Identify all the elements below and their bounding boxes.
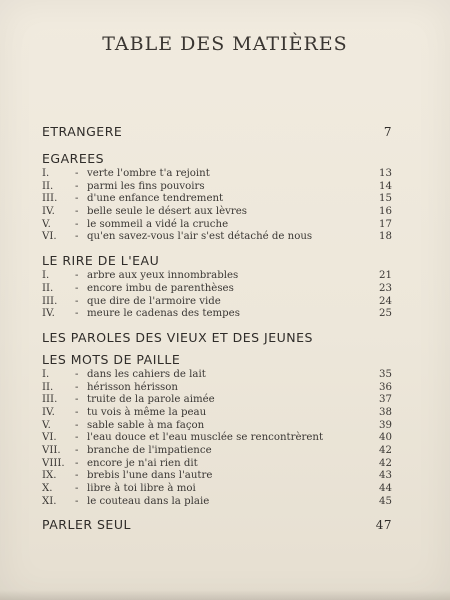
toc-entry-number: VII. — [42, 445, 61, 456]
toc-entry-left — [42, 483, 196, 496]
toc-entry — [42, 407, 392, 420]
toc-entry-title: encore je n'ai rien dit — [87, 457, 198, 469]
toc-entry-number: VIII. — [42, 457, 65, 469]
section-page: 47 — [375, 518, 392, 533]
toc-entry-dash: - — [75, 445, 79, 456]
toc-entry-left — [42, 382, 178, 395]
toc-entry-title: encore imbu de parenthèses — [87, 282, 234, 294]
toc-entry-number: IV. — [42, 206, 55, 218]
toc-entry-left — [42, 458, 198, 471]
toc-entry-number: III. — [42, 295, 58, 307]
toc-entry-dash: - — [75, 180, 79, 192]
table-of-contents — [42, 123, 392, 534]
toc-entry — [42, 193, 392, 206]
section-rire-de-leau — [42, 252, 392, 270]
toc-entry — [42, 181, 392, 194]
toc-entry-page: 15 — [379, 193, 392, 205]
toc-entry — [42, 496, 392, 509]
toc-entry-number: IV. — [42, 308, 55, 320]
page-title: TABLE DES MATIÈRES — [102, 33, 348, 55]
toc-entry — [42, 369, 392, 382]
toc-entry-number: X. — [42, 483, 53, 495]
toc-entry-left — [42, 270, 238, 283]
toc-entry-dash: - — [75, 295, 79, 307]
toc-entry — [42, 394, 392, 407]
toc-entry — [42, 283, 392, 296]
toc-entry-title: verte l'ombre t'a rejoint — [87, 168, 210, 179]
toc-entry-page: 38 — [379, 406, 392, 418]
toc-entry-number: VI. — [42, 231, 57, 243]
toc-entry-page: 39 — [379, 419, 392, 431]
toc-entry-left — [42, 470, 212, 483]
toc-entry-title: truite de la parole aimée — [87, 394, 215, 406]
toc-entry-left — [42, 168, 210, 181]
toc-entry-page: 23 — [379, 282, 392, 294]
toc-entry-number: I. — [42, 368, 50, 380]
toc-entry — [42, 382, 392, 395]
toc-entry-page: 42 — [379, 457, 392, 469]
toc-entry-page: 14 — [379, 180, 392, 192]
toc-entry-number: VI. — [42, 432, 57, 444]
toc-entry-dash: - — [75, 495, 79, 507]
toc-entry-title: l'eau douce et l'eau musclée se rencontrèrent — [87, 432, 324, 444]
toc-entry-number: IX. — [42, 470, 57, 482]
toc-entry-title: sable sable à ma façon — [87, 419, 205, 431]
toc-entry-title: parmi les fins pouvoirs — [87, 180, 205, 192]
section-mots-de-paille — [42, 351, 392, 369]
toc-entry-dash: - — [75, 193, 79, 205]
toc-entry-title: meure le cadenas des tempes — [87, 308, 240, 320]
toc-entry-number: II. — [42, 180, 54, 192]
toc-entry-title: le couteau dans la plaie — [87, 495, 210, 507]
toc-entry-dash: - — [75, 368, 79, 380]
toc-entry-dash: - — [75, 231, 79, 243]
toc-entry-page: 42 — [379, 445, 392, 456]
toc-entry — [42, 168, 392, 181]
toc-entry-page: 35 — [379, 368, 392, 380]
toc-entry — [42, 483, 392, 496]
toc-entry-left — [42, 445, 212, 458]
toc-entry-left — [42, 283, 234, 296]
toc-entry-number: II. — [42, 381, 54, 393]
toc-entry — [42, 445, 392, 458]
toc-entry-left — [42, 181, 205, 194]
toc-entry-title: brebis l'une dans l'autre — [87, 470, 213, 482]
section-title-text: PARLER SEUL — [42, 517, 131, 533]
toc-entry-number: IV. — [42, 406, 55, 418]
toc-entry-dash: - — [75, 282, 79, 294]
toc-entry-left — [42, 308, 240, 321]
toc-entry-title: hérisson hérisson — [87, 381, 178, 393]
toc-entry-number: I. — [42, 168, 50, 179]
toc-entry-left — [42, 394, 215, 407]
toc-entry — [42, 231, 392, 244]
toc-entry-number: XI. — [42, 495, 57, 507]
toc-entry — [42, 296, 392, 309]
toc-entry — [42, 432, 392, 445]
section-egarees — [42, 150, 392, 168]
toc-entry-page: 40 — [379, 432, 392, 444]
toc-entry-title: libre à toi libre à moi — [87, 483, 196, 495]
toc-entry-title: que dire de l'armoire vide — [87, 295, 221, 307]
toc-entry-page: 16 — [379, 206, 392, 218]
toc-entry-left — [42, 407, 206, 420]
toc-entry-page: 44 — [379, 483, 392, 495]
toc-entry-number: V. — [42, 419, 51, 431]
toc-entry-number: III. — [42, 394, 58, 406]
toc-entry-left — [42, 496, 209, 509]
toc-entry-left — [42, 231, 312, 244]
toc-entry-page: 24 — [379, 295, 392, 307]
toc-entry-dash: - — [75, 394, 79, 406]
toc-entry-dash: - — [75, 432, 79, 444]
toc-entry-page: 25 — [379, 308, 392, 320]
section-title-text: EGAREES — [42, 151, 105, 166]
page-bottom-edge — [0, 590, 450, 600]
toc-entry — [42, 219, 392, 232]
toc-entry-page: 37 — [379, 394, 392, 406]
toc-entry-title: le sommeil a vidé la cruche — [87, 218, 229, 230]
section-etrangere — [42, 123, 392, 141]
toc-entry-dash: - — [75, 457, 79, 469]
toc-entry-title: tu vois à même la peau — [87, 406, 207, 418]
toc-entry-title: belle seule le désert aux lèvres — [87, 206, 248, 218]
toc-entry-title: d'une enfance tendrement — [87, 193, 224, 205]
toc-entry-title: branche de l'impatience — [87, 445, 212, 456]
toc-entry-page: 36 — [379, 381, 392, 393]
toc-entry-dash: - — [75, 419, 79, 431]
toc-entry — [42, 308, 392, 321]
toc-entry-title: qu'en savez-vous l'air s'est détaché de nous — [87, 231, 313, 243]
toc-entry — [42, 420, 392, 433]
toc-entry-page: 43 — [379, 470, 392, 482]
section-parler-seul — [42, 516, 392, 534]
toc-entry — [42, 470, 392, 483]
toc-entry-dash: - — [75, 270, 79, 282]
section-page: 7 — [383, 125, 392, 139]
toc-entry — [42, 270, 392, 283]
toc-entry-number: V. — [42, 218, 51, 230]
section-paroles — [42, 329, 392, 347]
toc-entry-page: 18 — [379, 231, 392, 243]
toc-entry-left — [42, 219, 228, 232]
toc-entry-dash: - — [75, 483, 79, 495]
section-title-text: ETRANGERE — [42, 124, 123, 139]
toc-entry-title: arbre aux yeux innombrables — [87, 270, 239, 282]
toc-entry-title: dans les cahiers de lait — [87, 368, 206, 380]
toc-entry-left — [42, 206, 247, 219]
toc-entry-dash: - — [75, 168, 79, 179]
toc-entry — [42, 458, 392, 471]
toc-entry — [42, 206, 392, 219]
toc-entry-page: 13 — [379, 168, 392, 179]
toc-entry-dash: - — [75, 206, 79, 218]
toc-entry-page: 17 — [379, 218, 392, 230]
toc-entry-dash: - — [75, 308, 79, 320]
toc-entry-left — [42, 296, 221, 309]
toc-entry-dash: - — [75, 218, 79, 230]
section-title-text: LES MOTS DE PAILLE — [42, 351, 181, 367]
toc-entry-dash: - — [75, 406, 79, 418]
section-title-text: LE RIRE DE L'EAU — [42, 253, 160, 269]
toc-entry-left — [42, 432, 323, 445]
toc-entry-left — [42, 193, 223, 206]
toc-entry-page: 21 — [379, 270, 392, 282]
toc-entry-number: I. — [42, 270, 50, 282]
toc-entry-number: II. — [42, 282, 54, 294]
toc-entry-number: III. — [42, 193, 58, 205]
toc-entry-left — [42, 369, 206, 382]
toc-entry-page: 45 — [379, 495, 392, 507]
toc-entry-dash: - — [75, 470, 79, 482]
toc-entry-dash: - — [75, 381, 79, 393]
toc-entry-left — [42, 420, 204, 433]
section-title-text: LES PAROLES DES VIEUX ET DES JEUNES — [42, 329, 313, 345]
